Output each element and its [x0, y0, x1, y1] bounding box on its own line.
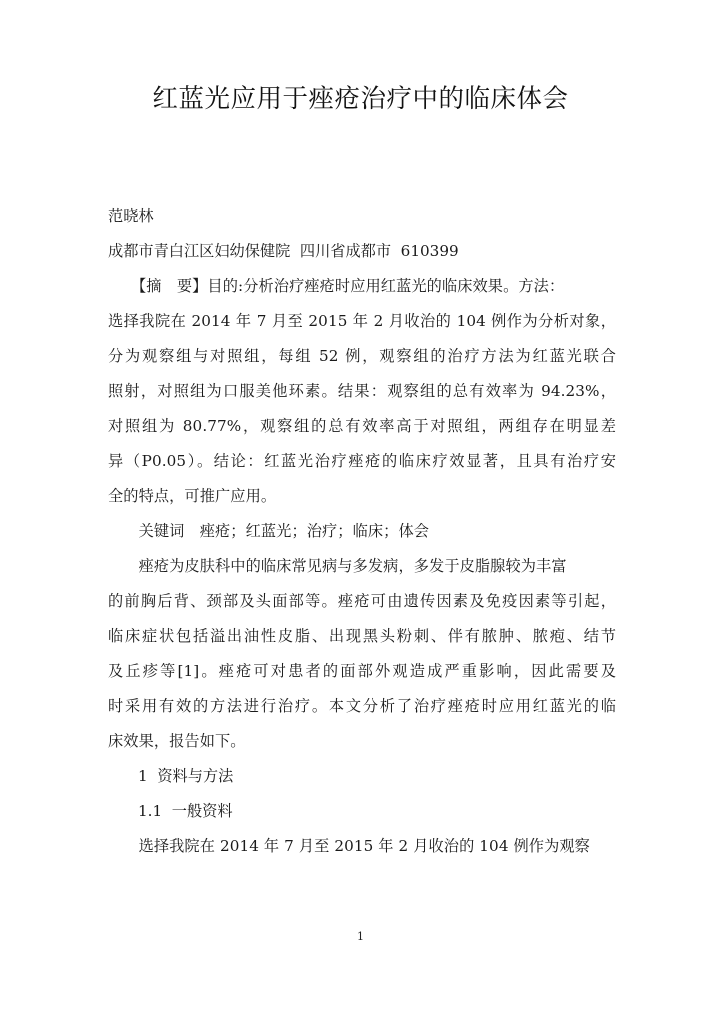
- section-heading-1: 1 资料与方法: [138, 767, 234, 785]
- author-name: 范晓林: [108, 207, 154, 225]
- abstract-line-4: 照射，对照组为口服美他环素。结果：观察组的总有效率为 94.23%，: [108, 382, 616, 400]
- page-number: 1: [357, 930, 364, 943]
- section-heading-1-1: 1.1 一般资料: [138, 802, 233, 820]
- body-paragraph1-line-6: 床效果，报告如下。: [108, 732, 246, 750]
- abstract-line-2: 选择我院在 2014 年 7 月至 2015 年 2 月收治的 104 例作为分析对象，: [108, 312, 616, 330]
- keywords-line: 关键词 痤疮；红蓝光；治疗；临床；体会: [108, 522, 430, 540]
- abstract-line-3: 分为观察组与对照组，每组 52 例，观察组的治疗方法为红蓝光联合: [108, 347, 616, 365]
- page-title: 红蓝光应用于痤疮治疗中的临床体会: [152, 84, 569, 114]
- body-paragraph2-line-1: 选择我院在 2014 年 7 月至 2015 年 2 月收治的 104 例作为观察: [108, 837, 590, 855]
- body-paragraph1-line-1: 痤疮为皮肤科中的临床常见病与多发病，多发于皮脂腺较为丰富: [108, 557, 567, 575]
- abstract-line-7: 全的特点，可推广应用。: [108, 487, 277, 505]
- body-paragraph1-line-4: 及丘疹等[1]。痤疮可对患者的面部外观造成严重影响，因此需要及: [108, 662, 616, 680]
- document-body: [108, 199, 616, 864]
- body-paragraph1-line-2: 的前胸后背、颈部及头面部等。痤疮可由遗传因素及免疫因素等引起，: [108, 592, 616, 610]
- body-paragraph1-line-5: 时采用有效的方法进行治疗。本文分析了治疗痤疮时应用红蓝光的临: [108, 697, 616, 715]
- abstract-line-5: 对照组为 80.77%，观察组的总有效率高于对照组，两组存在明显差: [108, 417, 616, 435]
- abstract-line-1: 【摘 要】目的:分析治疗痤疮时应用红蓝光的临床效果。方法：: [108, 277, 565, 295]
- body-paragraph1-line-3: 临床症状包括溢出油性皮脂、出现黑头粉刺、伴有脓肿、脓疱、结节: [108, 627, 616, 645]
- author-affiliation: 成都市青白江区妇幼保健院 四川省成都市 610399: [108, 242, 459, 260]
- abstract-line-6: 异（P0.05）。结论：红蓝光治疗痤疮的临床疗效显著，且具有治疗安: [108, 452, 616, 470]
